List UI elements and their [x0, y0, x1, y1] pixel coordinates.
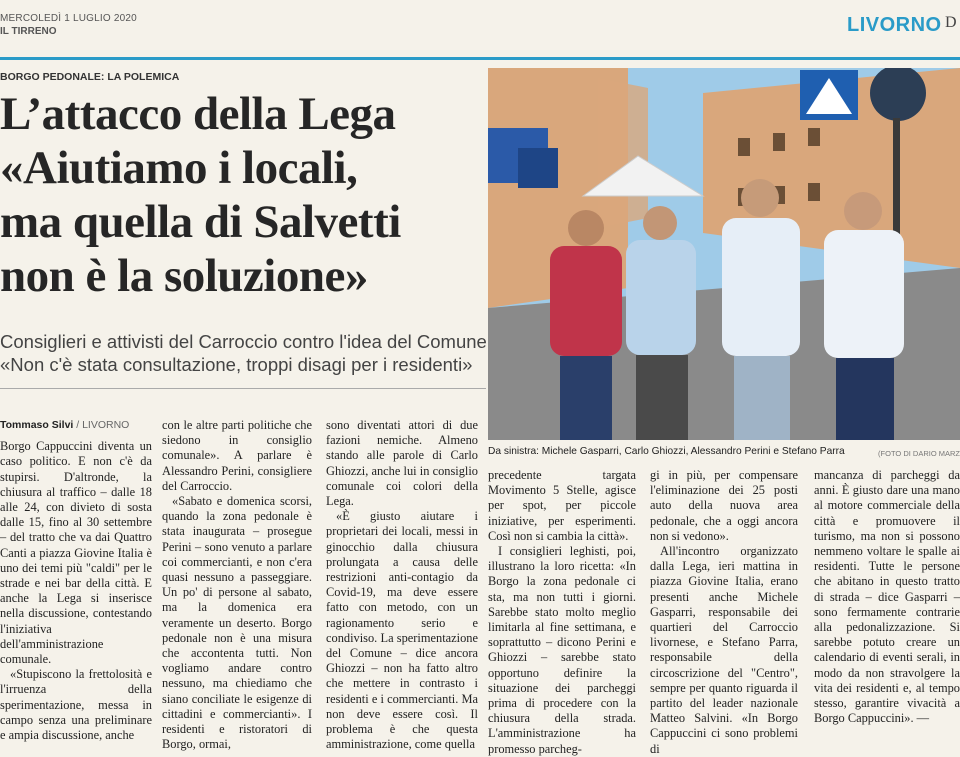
paragraph: mancanza di parcheggi da anni. È giusto dare una mano al motore commerciale della città e promuovere il turismo, ma non si possono nemmeno voltare le spalle ai residenti. Tutte le persone che abitano in questo tratto di strada – dice Gasparri – sono fermamente contrarie alla pedonalizzazione. Si sarebbe potuto creare un calendario di eventi serali, in modo da non stravolgere la vita dei residenti e, al tempo stesso, garantire vivacità a Borgo Cappuccini». — [814, 468, 960, 726]
header-date: MERCOLEDÌ 1 LUGLIO 2020 [0, 13, 137, 24]
photo-window [738, 138, 750, 156]
article-column-4 [488, 468, 636, 757]
photo-awning-left-2 [518, 148, 558, 188]
headline-line: L’attacco della Lega [0, 88, 396, 140]
article-column-3 [326, 418, 478, 752]
paragraph: con le altre parti politiche che siedono in consiglio comunale». A parlare è Alessandro Perini, consigliere del Carroccio. [162, 418, 312, 493]
article-photo [488, 68, 960, 440]
photo-window [808, 183, 820, 201]
paragraph: All'incontro organizzato dalla Lega, ieri mattina in piazza Giovine Italia, erano presenti anche Michele Gasparri, responsabile dei quartieri del Carroccio livornese, e Stefano Parra, responsabile della circoscrizione del "Centro", sempre per quanto riguarda il partito del leader nazionale Matteo Salvini. «In Borgo Cappuccini ci sono problemi di [650, 544, 798, 756]
paragraph: I consiglieri leghisti, poi, illustrano la loro ricetta: «In Borgo la zona pedonale ci sta, ma non tutti i giorni. Sarebbe stato molto meglio limitarla al fine settimana, e soprattutto – dicono Perini e Ghiozzi – sarebbe stato opportuno definire la situazione dei parcheggi prima di procedere con la chiusura della strada. L'amministrazione ha promesso parcheg- [488, 544, 636, 756]
headline-line: ma quella di Salvetti [0, 196, 401, 248]
article-column-6 [814, 468, 960, 726]
byline [0, 418, 152, 433]
article-column-5 [650, 468, 798, 757]
headline-line: «Aiutiamo i locali, [0, 142, 358, 194]
paragraph: gi in più, per compensare l'eliminazione dei 25 posti auto della nuova area pedonale, che a oggi ancora non si vedono». [650, 468, 798, 543]
paragraph: «Sabato e domenica scorsi, quando la zona pedonale è stata inaugurata – prosegue Perini – sono venuto a parlare coi commercianti, e non c'era quasi nessuno a passeggiare. Un po' di persone al sabato, ma la domenica era veramente un deserto. Borgo pedonale non è una misura che accontenta tutti. Non vogliamo andare contro nessuno, ma chiediamo che siano conciliate le esigenze di cittadini e commercianti». I residenti e ristoratori di Borgo, ormai, [162, 494, 312, 752]
article-column-1 [0, 418, 152, 743]
paragraph: precedente targata Movimento 5 Stelle, agisce per spot, per piccole iniziative, per esperimenti. Così non si cambia la città». [488, 468, 636, 543]
subhead-line: Consiglieri e attivisti del Carroccio contro l'idea del Comune [0, 331, 487, 352]
byline-author: Tommaso Silvi [0, 419, 74, 431]
paragraph: «Stupiscono la frettolosità e l'irruenza della sperimentazione, messa in campo senza una preliminare e ampia discussione, anche [0, 667, 152, 743]
subheadline [0, 330, 486, 376]
section-title: LIVORNO [847, 14, 942, 36]
article-column-2 [162, 418, 312, 752]
kicker: BORGO PEDONALE: LA POLEMICA [0, 71, 180, 83]
photo-credit: (FOTO DI DARIO MARZ [878, 449, 960, 458]
byline-place: / LIVORNO [76, 419, 130, 431]
photo-building-far [598, 78, 648, 228]
photo-caption: Da sinistra: Michele Gasparri, Carlo Ghiozzi, Alessandro Perini e Stefano Parra [488, 446, 845, 457]
paragraph: Borgo Cappuccini diventa un caso politico. E non c'è da stupirsi. D'altronde, la chiusura al traffico – dalle 18 alle 24, con divieto di sosta dalle 15, fino al 30 settembre – del tratto che va dai Quattro Canti a piazza Giovine Italia è uno dei temi più "caldi" per le strade e nei bar della città. E anche la Lega si inserisce nella discussione, contestando l'iniziativa dell'amministrazione comunale. [0, 439, 152, 667]
headline [0, 87, 488, 303]
page-marker: D [945, 14, 957, 31]
paragraph: sono diventati attori di due fazioni nemiche. Almeno stando alle parole di Carlo Ghiozzi, anche lui in consiglio comunale coi colori della Lega. [326, 418, 478, 509]
photo-window [773, 133, 785, 151]
person-ghiozzi [626, 206, 696, 440]
subhead-line: «Non c'è stata consultazione, troppi disagi per i residenti» [0, 354, 473, 375]
newspaper-name: IL TIRRENO [0, 26, 57, 37]
paragraph: «È giusto aiutare i proprietari dei locali, messi in ginocchio dalla chiusura prolungata a causa delle restrizioni anti-contagio da Covid-19, ma deve essere fatto con metodo, con un ragionamento serio e condiviso. La sperimentazione del Comune – dice ancora Ghiozzi – non ha fatto altro che mettere in contrasto i residenti e i commercianti. Ma non deve essere così. Il problema è che questa amministrazione, come quella [326, 509, 478, 752]
byline-rule [0, 388, 486, 389]
photo-window [808, 128, 820, 146]
header-rule [0, 57, 960, 60]
headline-line: non è la soluzione» [0, 250, 368, 302]
photo-illustration [488, 68, 960, 440]
